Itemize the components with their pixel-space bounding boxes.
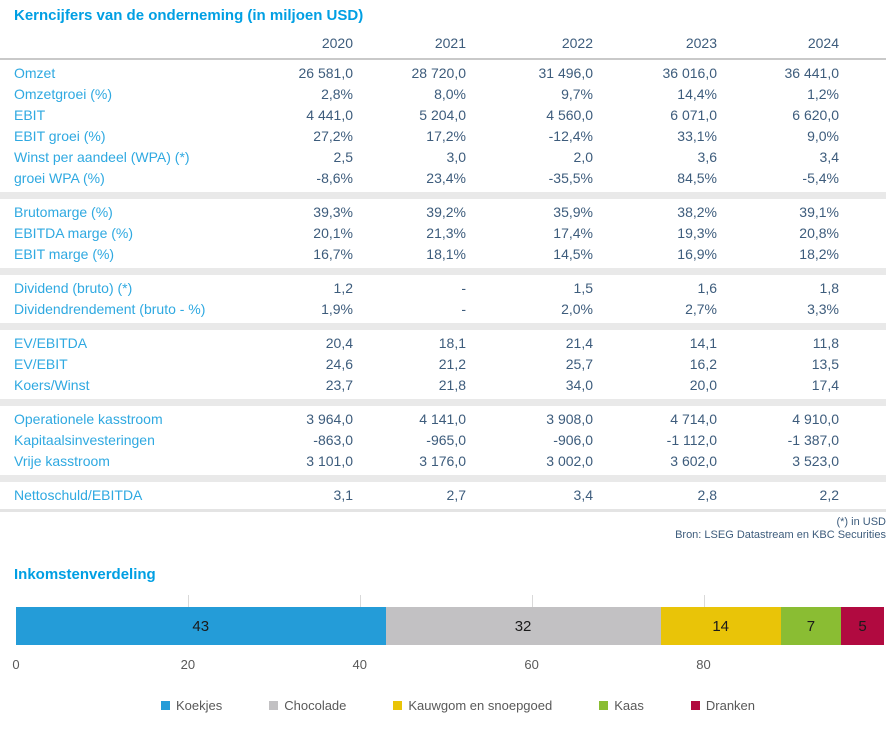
cell-value: 9,7% [561,86,593,102]
cell-value: 1,2% [807,86,839,102]
cell-value: 4 141,0 [419,411,466,427]
cell-value: 39,3% [313,204,353,220]
cell-value: 17,4 [811,377,839,393]
table-row [0,375,886,396]
report-page [0,7,886,713]
row-label: Winst per aandeel (WPA) (*) [14,149,190,165]
separator-bar [0,58,886,60]
cell-value: - [461,280,466,296]
cell-value: 3,4 [573,487,593,503]
cell-value: 4 441,0 [306,107,353,123]
cell-value: 21,8 [438,377,466,393]
row-label: Omzetgroei (%) [14,86,113,102]
cell-value: 3,4 [819,149,839,165]
row-label-cell [0,409,260,430]
row-label: EV/EBIT [14,356,68,372]
cell-value: 84,5% [677,170,717,186]
legend-label: Dranken [705,698,756,713]
stacked-bar [16,607,884,645]
cell-value: 4 910,0 [792,411,839,427]
cell-value: 8,0% [434,86,466,102]
table-row [0,63,886,84]
cell-value: 24,6 [325,356,353,372]
bar-segment-chocolade: 32 [386,607,661,645]
cell-value: 1,5 [573,280,593,296]
section-separator [0,189,886,202]
cell-value: 1,8 [819,280,839,296]
table-row [0,430,886,451]
cell-value: 16,2 [689,356,717,372]
row-label-cell [0,333,260,354]
cell-value: 3,3% [807,301,839,317]
separator-bar [0,323,886,330]
cell-value: 19,3% [677,225,717,241]
chart-legend [0,698,886,713]
cell-value: 33,1% [677,128,717,144]
row-label: Dividendrendement (bruto - %) [14,301,206,317]
cell-value: 2,0 [573,149,593,165]
row-label-cell [0,451,260,472]
header-year-2020: 2020 [321,35,353,51]
row-label: Nettoschuld/EBITDA [14,487,143,503]
cell-value: 31 496,0 [538,65,593,81]
x-tick-label-40: 40 [352,657,367,672]
table-row [0,105,886,126]
separator-cell [0,506,886,513]
cell-value: -1 387,0 [787,432,839,448]
table-row [0,126,886,147]
legend-item-koekjes [161,698,222,713]
header-year-2022: 2022 [561,35,593,51]
table-row [0,202,886,223]
row-label-cell [0,299,260,320]
table-header-row [0,33,886,57]
header-year-2024: 2024 [807,35,839,51]
cell-value: 5 204,0 [419,107,466,123]
cell-value: 2,2 [819,487,839,503]
legend-swatch-chocolade [269,701,278,710]
row-label: EBIT [14,107,46,123]
cell-value: 27,2% [313,128,353,144]
separator-bar [0,192,886,199]
cell-value: 3,0 [446,149,466,165]
cell-value: 36 441,0 [784,65,839,81]
row-label-cell [0,485,260,506]
legend-swatch-koekjes [161,701,170,710]
separator-cell [0,320,886,333]
cell-value: 1,6 [697,280,717,296]
cell-value: 39,2% [426,204,466,220]
cell-value: -1 112,0 [666,432,717,448]
cell-value: 39,1% [799,204,839,220]
cell-value: 13,5 [811,356,839,372]
cell-value: -8,6% [316,170,353,186]
legend-item-chocolade [269,698,346,713]
cell-value: 3 176,0 [419,453,466,469]
row-label-cell [0,147,260,168]
legend-item-dranken [691,698,755,713]
row-label-cell [0,244,260,265]
footnote-source: Bron: LSEG Datastream en KBC Securities [675,529,886,541]
bar-segment-kaas: 7 [781,607,841,645]
row-label-cell [0,63,260,84]
cell-value: 3,1 [333,487,353,503]
cell-value: 36 016,0 [662,65,717,81]
row-label-cell [0,223,260,244]
stacked-bar-chart [16,595,884,645]
cell-value: 23,4% [426,170,466,186]
legend-label: Kauwgom en snoepgoed [408,698,553,713]
cell-value: 23,7 [325,377,353,393]
legend-item-kauwgom-en-snoepgoed [393,698,552,713]
bar-segment-kauwgom-en-snoepgoed: 14 [661,607,781,645]
row-label: Omzet [14,65,56,81]
cell-value: 35,9% [553,204,593,220]
row-label-cell [0,202,260,223]
table-row [0,84,886,105]
cell-value: 16,7% [313,246,353,262]
x-tick-label-0: 0 [12,657,20,672]
row-label: Dividend (bruto) (*) [14,280,133,296]
cell-value: 20,4 [325,335,353,351]
table-footnotes [0,516,886,542]
cell-value: 18,1% [426,246,466,262]
cell-value: 18,1 [438,335,466,351]
legend-label: Chocolade [284,698,347,713]
cell-value: - [461,301,466,317]
cell-value: 21,3% [426,225,466,241]
bar-segment-dranken: 5 [841,607,884,645]
table-row [0,278,886,299]
separator-bar [0,475,886,482]
header-year-2021: 2021 [434,35,466,51]
x-tick-label-20: 20 [180,657,196,672]
row-label-cell [0,126,260,147]
row-label: groei WPA (%) [14,170,105,186]
cell-value: 1,2 [333,280,353,296]
row-label: Operationele kasstroom [14,411,163,427]
cell-value: 16,9% [677,246,717,262]
cell-value: 6 620,0 [792,107,839,123]
row-label-cell [0,375,260,396]
cell-value: 34,0 [565,377,593,393]
cell-value: -12,4% [548,128,593,144]
cell-value: 3 908,0 [546,411,593,427]
cell-value: 3 101,0 [306,453,353,469]
cell-value: 6 071,0 [670,107,717,123]
section-separator [0,506,886,513]
separator-bar [0,399,886,406]
row-label: EV/EBITDA [14,335,88,351]
cell-value: -5,4% [802,170,839,186]
cell-value: 3 523,0 [792,453,839,469]
key-figures-table [0,33,886,513]
cell-value: 14,4% [677,86,717,102]
cell-value: 2,8 [697,487,717,503]
header-year-2023: 2023 [685,35,717,51]
x-tick-label-80: 80 [696,657,711,672]
cell-value: 17,2% [426,128,466,144]
row-label-cell [0,105,260,126]
row-label-cell [0,430,260,451]
separator-bar [0,509,886,512]
table-row [0,409,886,430]
cell-value: 3 602,0 [670,453,717,469]
separator-cell [0,265,886,278]
section-separator [0,396,886,409]
legend-label: Koekjes [175,698,223,713]
separator-cell [0,396,886,409]
cell-value: 26 581,0 [298,65,353,81]
cell-value: 14,1 [689,335,717,351]
cell-value: 25,7 [565,356,593,372]
cell-value: 28 720,0 [411,65,466,81]
separator-cell [0,472,886,485]
row-label: Brutomarge (%) [14,204,113,220]
table-row [0,244,886,265]
table-row [0,299,886,320]
cell-value: 14,5% [553,246,593,262]
chart-title: Inkomstenverdeling [14,566,156,583]
cell-value: 3 002,0 [546,453,593,469]
cell-value: 20,0 [689,377,717,393]
row-label: Koers/Winst [14,377,90,393]
chart-x-axis [12,657,884,674]
row-label-cell [0,354,260,375]
table-row [0,333,886,354]
cell-value: 1,9% [321,301,353,317]
bar-segment-koekjes: 43 [16,607,386,645]
table-row [0,147,886,168]
cell-value: 2,8% [321,86,353,102]
cell-value: 2,0% [561,301,593,317]
row-label-cell [0,84,260,105]
table-head [0,33,886,57]
row-label: EBIT groei (%) [14,128,106,144]
cell-value: 21,2 [438,356,466,372]
cell-value: 18,2% [799,246,839,262]
separator-cell [0,189,886,202]
legend-label: Kaas [614,698,644,713]
cell-value: -906,0 [553,432,593,448]
cell-value: 3 964,0 [306,411,353,427]
cell-value: 2,7 [446,487,466,503]
cell-value: 17,4% [553,225,593,241]
cell-value: 4 714,0 [670,411,717,427]
table-row [0,354,886,375]
row-label: EBITDA marge (%) [14,225,134,241]
row-label: Vrije kasstroom [14,453,110,469]
row-label-cell [0,168,260,189]
legend-item-kaas [599,698,644,713]
cell-value: -965,0 [426,432,466,448]
separator-bar [0,268,886,275]
header-label-col [0,33,260,57]
legend-swatch-dranken [691,701,700,710]
row-label-cell [0,278,260,299]
table-title: Kerncijfers van de onderneming (in miljoen USD) [14,7,364,24]
section-separator [0,472,886,485]
cell-value: 9,0% [807,128,839,144]
cell-value: 3,6 [697,149,717,165]
section-separator [0,320,886,333]
row-label: Kapitaalsinvesteringen [14,432,155,448]
cell-value: 20,1% [313,225,353,241]
table-row [0,168,886,189]
cell-value: 21,4 [565,335,593,351]
cell-value: -35,5% [548,170,593,186]
cell-value: 2,5 [333,149,353,165]
cell-value: 20,8% [799,225,839,241]
cell-value: 38,2% [677,204,717,220]
table-body [0,57,886,513]
cell-value: -863,0 [313,432,353,448]
table-row [0,223,886,244]
row-label: EBIT marge (%) [14,246,115,262]
legend-swatch-kaas [599,701,608,710]
table-row [0,451,886,472]
table-row [0,485,886,506]
x-tick-label-60: 60 [524,657,539,672]
cell-value: 2,7% [685,301,717,317]
legend-swatch-kauwgom-en-snoepgoed [393,701,402,710]
cell-value: 4 560,0 [546,107,593,123]
section-separator [0,265,886,278]
cell-value: 11,8 [812,335,839,351]
footnote-usd: (*) in USD [836,516,886,528]
